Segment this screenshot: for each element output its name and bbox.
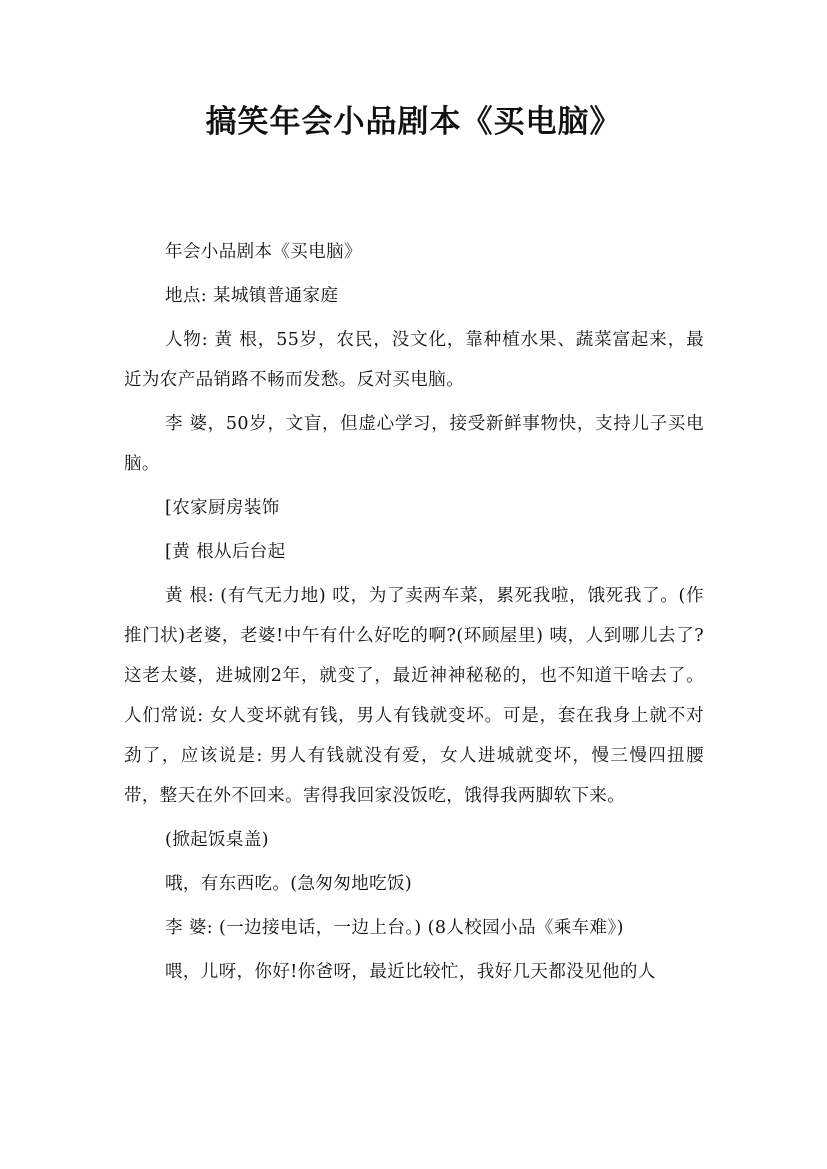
paragraph: 人物: 黄 根，55岁，农民，没文化，靠种植水果、蔬菜富起来，最近为农产品销路不畅而发愁。反对买电脑。 — [124, 330, 704, 390]
paragraph: 李 婆: (一边接电话，一边上台。) (8人校园小品《乘车难》) — [165, 918, 624, 938]
paragraph: 哦，有东西吃。(急匆匆地吃饭) — [165, 874, 413, 894]
paragraph: 喂，儿呀，你好!你爸呀，最近比较忙，我好几天都没见他的人 — [165, 962, 656, 982]
document-title: 搞笑年会小品剧本《买电脑》 — [205, 104, 622, 140]
paragraph: (掀起饭桌盖) — [165, 830, 269, 850]
paragraph: 地点: 某城镇普通家庭 — [165, 286, 339, 306]
paragraph: [农家厨房装饰 — [165, 498, 280, 518]
paragraph: 黄 根: (有气无力地) 哎，为了卖两车菜，累死我啦，饿死我了。(作推门状)老婆，老婆!中午有什么好吃的啊?(环顾屋里) 咦，人到哪儿去了?这老太婆，进城刚2年，就变了，最近神神秘秘的，也不知道干啥去了。人们常说: 女人变坏就有钱，男人有钱就变坏。可是，套在我身上就不对劲了，应该说是: 男人有钱就没有爱，女人进城就变坏，慢三慢四扭腰带，整天在外不回来。害得我回家没饭吃，饿得我两脚软下来。 — [124, 586, 704, 806]
document-body — [124, 232, 704, 996]
paragraph: [黄 根从后台起 — [165, 542, 286, 562]
paragraph: 李 婆，50岁，文盲，但虚心学习，接受新鲜事物快，支持儿子买电脑。 — [124, 414, 704, 474]
paragraph: 年会小品剧本《买电脑》 — [165, 242, 362, 262]
